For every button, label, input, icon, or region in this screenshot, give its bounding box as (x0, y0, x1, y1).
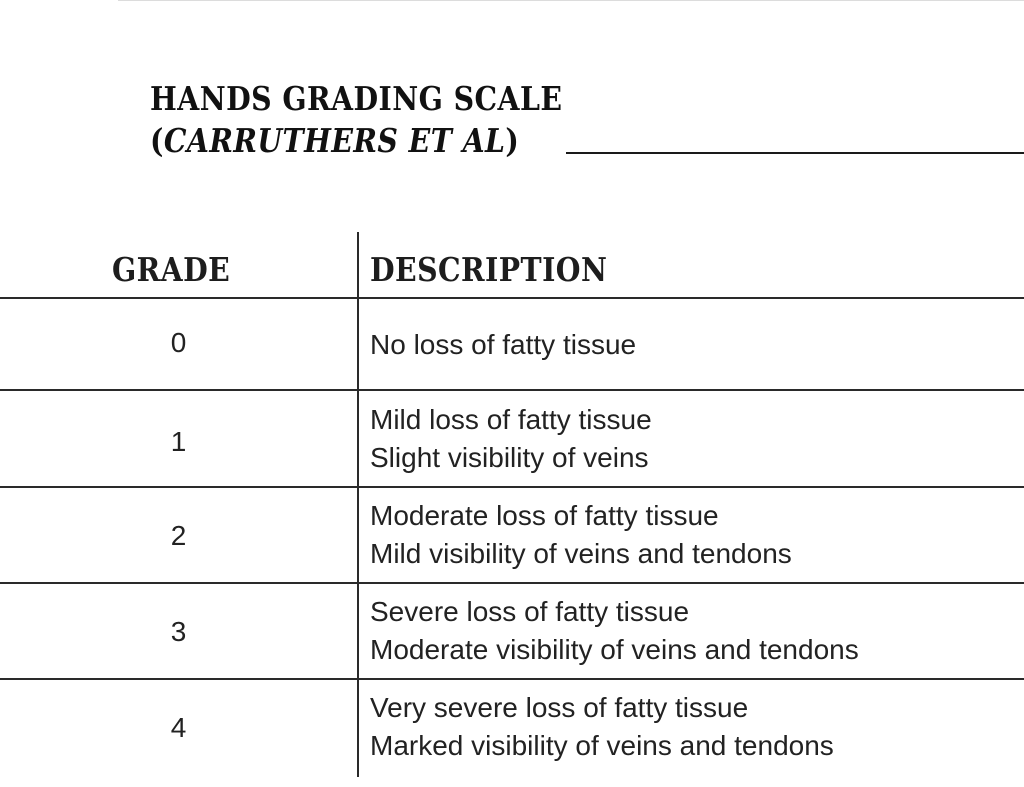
description-line: Mild visibility of veins and tendons (370, 538, 792, 569)
title-close-paren: ) (505, 121, 520, 160)
title-underline-rule (566, 152, 1024, 154)
table-row (0, 488, 1024, 582)
page-title (150, 78, 562, 162)
grade-value: 3 (170, 616, 187, 647)
grade-value: 4 (170, 712, 187, 743)
description-line: Slight visibility of veins (370, 442, 649, 473)
header-grade: GRADE (112, 250, 231, 289)
description-cell (370, 689, 834, 765)
description-line: Marked visibility of veins and tendons (370, 730, 834, 761)
description-cell (370, 401, 652, 477)
description-line: Severe loss of fatty tissue (370, 596, 690, 627)
page-top-edge (118, 0, 1024, 1)
table-row (0, 299, 1024, 389)
description-line: Very severe loss of fatty tissue (370, 692, 749, 723)
title-line-1: HANDS GRADING SCALE (150, 79, 563, 118)
description-cell (370, 326, 636, 364)
title-line-2 (150, 120, 562, 162)
description-line: Mild loss of fatty tissue (370, 404, 652, 435)
table-row (0, 391, 1024, 487)
description-cell (370, 593, 859, 669)
header-description: DESCRIPTION (370, 250, 608, 289)
table-row (0, 680, 1024, 776)
table-row (0, 584, 1024, 678)
description-line: No loss of fatty tissue (370, 329, 637, 360)
description-cell (370, 497, 792, 573)
grade-value: 2 (170, 520, 187, 551)
grade-value: 1 (170, 426, 187, 457)
table-header-row (0, 232, 1024, 298)
title-open-paren: ( (150, 121, 164, 160)
description-line: Moderate loss of fatty tissue (370, 500, 719, 531)
description-line: Moderate visibility of veins and tendons (370, 634, 859, 665)
grade-value: 0 (170, 327, 187, 358)
title-authors: CARRUTHERS ET AL (163, 121, 506, 160)
